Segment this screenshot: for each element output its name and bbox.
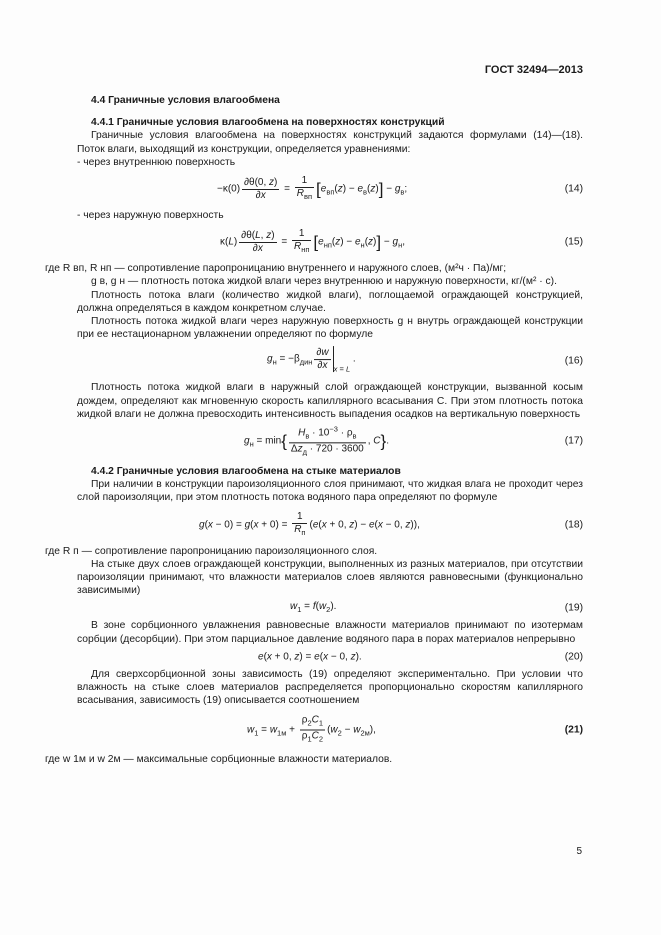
standard-header: ГОСТ 32494—2013 [484,64,583,76]
section-4-4-2-title: 4.4.2 Граничные условия влагообмена на стыке материалов [91,466,401,478]
section-4-4-1-title: 4.4.1 Граничные условия влагообмена на поверхностях конструкций [91,117,445,129]
paragraph: Плотность потока жидкой влаги в наружный слой ограждающей конструкции, вызванной косым дождем, определяют как мгновенную скорость капиллярного всасывания С. При этом плотность потока жидкой влаги не должна превосходить интенсивность выпадения осадков на вертикальную поверхность [77,382,583,420]
page-number: 5 [576,846,582,857]
section-4-4-title: 4.4 Граничные условия влагообмена [91,95,280,106]
paragraph: Плотность потока жидкой влаги через наружную поверхность g н внутрь ограждающей конструкции при ее нестационарном увлажнении определяют по формуле [77,316,583,341]
paragraph: Плотность потока влаги (количество жидкой влаги), поглощаемой ограждающей конструкцией, должна определяться в каждом конкретном случае. [77,289,583,314]
equation-number: (19) [564,602,583,614]
equation-18: g(x − 0) = g(x + 0) = $\frac{1}{R_п}$ (e(x + 0, z) − e(x − 0, z)), (18) [199,510,583,537]
paragraph: - через наружную поверхность [77,210,224,222]
equation-16: $g_н = -\beta_{дин}$ $\frac{\partial w}{\partial x}$ $_{x = L}$ . (16) [267,347,583,375]
document-body [45,94,583,767]
definition: где R вп, R нп — сопротивление паропроницанию внутреннего и наружного слоев, (м²ч · Па)/мг; [45,263,507,275]
paragraph: При наличии в конструкции пароизоляционного слоя принимают, что жидкая влага не проходит через слой пароизоляции, при этом плотность потока водяного пара определяют по формуле [77,479,583,504]
equation-number: (15) [564,236,583,248]
equation-14: −κ(0) $\frac{\partial\theta(0, z)}{\partial x}$ = $\frac{1}{R_{вп}}$ $[e_{вп}(z) - e_в(z)] - g_в$; (14) [217,175,583,202]
equation-21: $w_1 = w_{1м}$ + $\frac{\rho_2C_1}{\rho_1C_2}$ $(w_2 - w_{2м})$, (21) [247,714,583,744]
equation-number: (16) [564,355,583,367]
definition: g в, g н — плотность потока жидкой влаги через внутреннюю и наружную поверхности, кг/(м² · с). [91,276,557,288]
equation-15: κ(L) $\frac{\partial\theta(L, z)}{\partial x}$ = $\frac{1}{R_{нп}}$ $[e_{нп}(z) - e_н(z)] - g_н$, (15) [220,228,583,255]
definition: где w 1м и w 2м — максимальные сорбционные влажности материалов. [45,754,393,766]
equation-number: (17) [564,435,583,447]
equation-19: $w_1 = f(w_2)$. (19) [290,601,583,615]
paragraph: Граничные условия влагообмена на поверхностях конструкций задаются формулами (14)—(18). Поток влаги, выходящий из конструкции, определяется уравнениями: [77,130,583,155]
equation-number: (21) [564,724,583,736]
paragraph: В зоне сорбционного увлажнения равновесные влажности материалов принимают по изотермам сорбции (десорбции). При этом парциальное давление водяного пара в порах материалов непрерывно [77,620,583,645]
paragraph: Для сверхсорбционной зоны зависимость (19) определяют экспериментально. При условии что влажность на стыке слоев материалов распределяется пропорционально скоростям капиллярного всасывания, зависимость (19) описывается соотношением [77,668,583,707]
equation-number: (14) [564,183,583,195]
equation-20: e(x + 0, z) = e(x − 0, z). (20) [258,651,583,663]
equation-number: (18) [564,519,583,531]
paragraph: - через внутреннюю поверхность [77,156,236,168]
paragraph: На стыке двух слоев ограждающей конструкции, выполненных из разных материалов, при отсутствии пароизоляции принимают, что влажности материалов слоев являются равновесными (функционально зависимыми) [77,558,583,597]
equation-17: $g_н = \min${ $\frac{H_в \cdot 10^{-3} \cdot \rho_в}{\Delta z_д \cdot 720 \cdot 3600}$ , C}. (17) [244,424,583,457]
equation-number: (20) [564,651,583,663]
definition: где R п — сопротивление паропроницанию пароизоляционного слоя. [45,545,378,557]
